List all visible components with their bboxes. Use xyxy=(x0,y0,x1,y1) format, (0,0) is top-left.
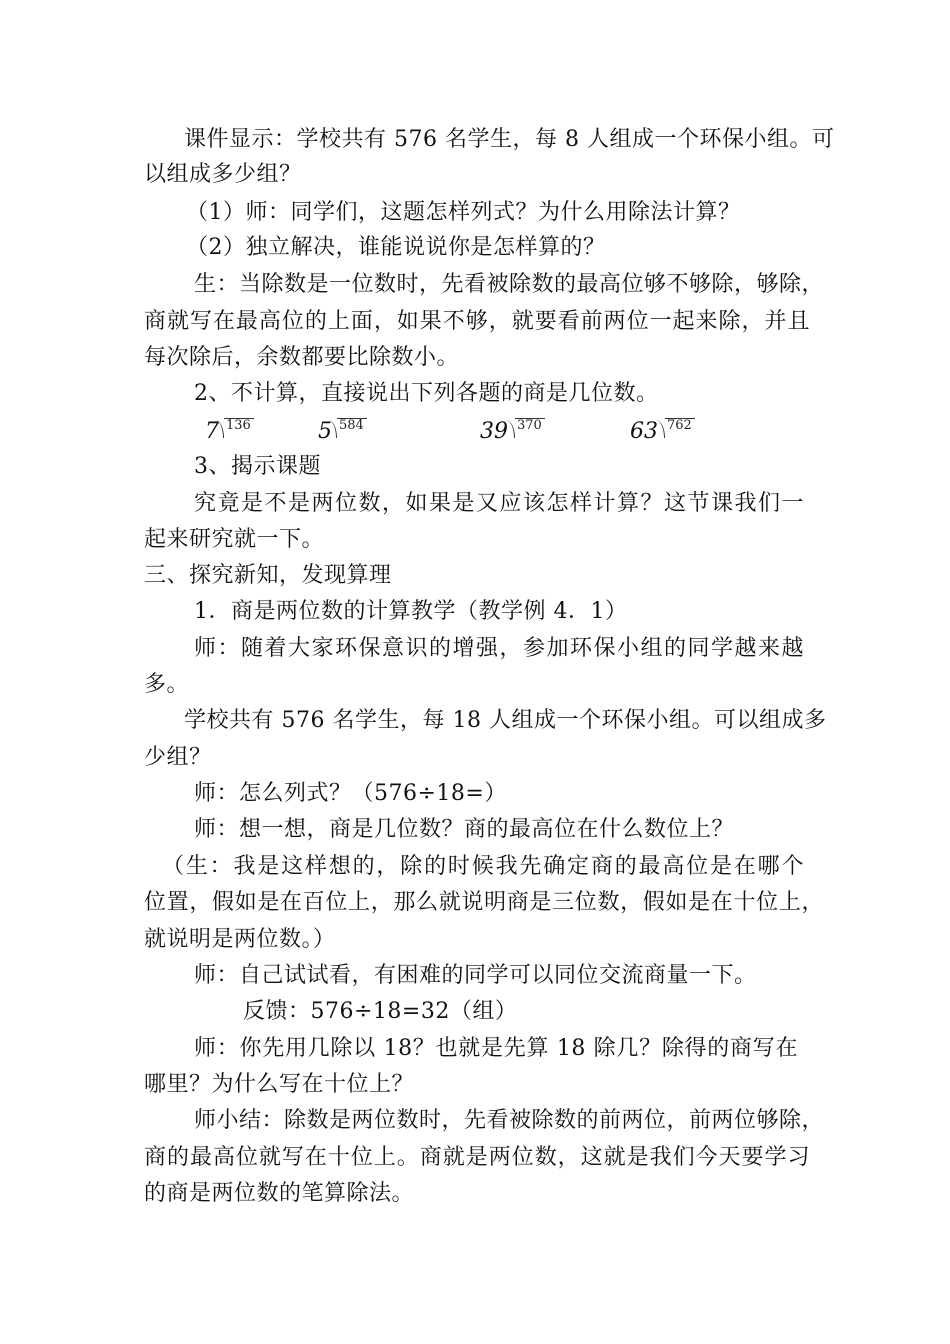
dividend: 584 xyxy=(337,418,367,433)
text-line: 师：你先用几除以 18？也就是先算 18 除几？除得的商写在 xyxy=(194,1036,798,1061)
text-line: 学校共有 576 名学生，每 18 人组成一个环保小组。可以组成多 xyxy=(184,708,827,733)
text-line: 多。 xyxy=(144,672,190,697)
dividend: 136 xyxy=(224,418,254,433)
text-line: 反馈：576÷18=32（组） xyxy=(243,999,518,1024)
division-bracket xyxy=(215,420,224,438)
text-line: 3、揭示课题 xyxy=(194,454,321,479)
text-line: 1．商是两位数的计算教学（教学例 4．1） xyxy=(194,599,628,624)
divisor: 5 xyxy=(318,419,332,444)
division-bracket xyxy=(328,420,337,438)
text-line: （2）独立解决，谁能说说你是怎样算的？ xyxy=(186,235,606,260)
text-line: 商就写在最高位的上面，如果不够，就要看前两位一起来除，并且 xyxy=(144,309,810,334)
section-heading: 三、探究新知，发现算理 xyxy=(144,563,392,588)
division-bracket xyxy=(656,420,665,438)
text-line: 哪里？为什么写在十位上？ xyxy=(144,1072,415,1097)
divisor: 39 xyxy=(480,419,508,444)
text-line: （1）师：同学们，这题怎样列式？为什么用除法计算？ xyxy=(186,200,741,225)
text-line: 就说明是两位数。） xyxy=(144,927,336,952)
division-exercises xyxy=(0,410,950,450)
text-line: 课件显示：学校共有 576 名学生，每 8 人组成一个环保小组。可 xyxy=(184,127,835,152)
text-line: 少组？ xyxy=(144,745,212,770)
dividend: 370 xyxy=(515,418,545,433)
divisor: 63 xyxy=(630,419,658,444)
dividend: 762 xyxy=(665,418,695,433)
text-line: 以组成多少组？ xyxy=(144,162,302,187)
text-line: 师：想一想，商是几位数？商的最高位在什么数位上？ xyxy=(194,817,735,842)
text-line: 师小结：除数是两位数时，先看被除数的前两位，前两位够除， xyxy=(194,1108,825,1133)
text-line: 的商是两位数的笔算除法。 xyxy=(144,1181,415,1206)
text-line: 师：怎么列式？（576÷18=） xyxy=(194,781,507,806)
text-line: 起来研究就一下。 xyxy=(144,527,325,552)
text-line: 商的最高位就写在十位上。商就是两位数，这就是我们今天要学习 xyxy=(144,1145,810,1170)
text-line: 生：当除数是一位数时，先看被除数的最高位够不够除，够除， xyxy=(194,272,825,297)
text-line: 位置，假如是在百位上，那么就说明商是三位数，假如是在十位上， xyxy=(144,890,824,915)
text-line: （生：我是这样想的，除的时候我先确定商的最高位是在哪个 xyxy=(162,854,804,879)
text-line: 每次除后，余数都要比除数小。 xyxy=(144,345,460,370)
division-bracket xyxy=(506,420,515,438)
text-line: 2、不计算，直接说出下列各题的商是几位数。 xyxy=(194,381,659,406)
text-line: 师：自己试试看，有困难的同学可以同位交流商量一下。 xyxy=(194,963,757,988)
divisor: 7 xyxy=(205,419,219,444)
text-line: 师：随着大家环保意识的增强，参加环保小组的同学越来越 xyxy=(194,636,804,661)
text-line: 究竟是不是两位数，如果是又应该怎样计算？这节课我们一 xyxy=(194,491,804,516)
